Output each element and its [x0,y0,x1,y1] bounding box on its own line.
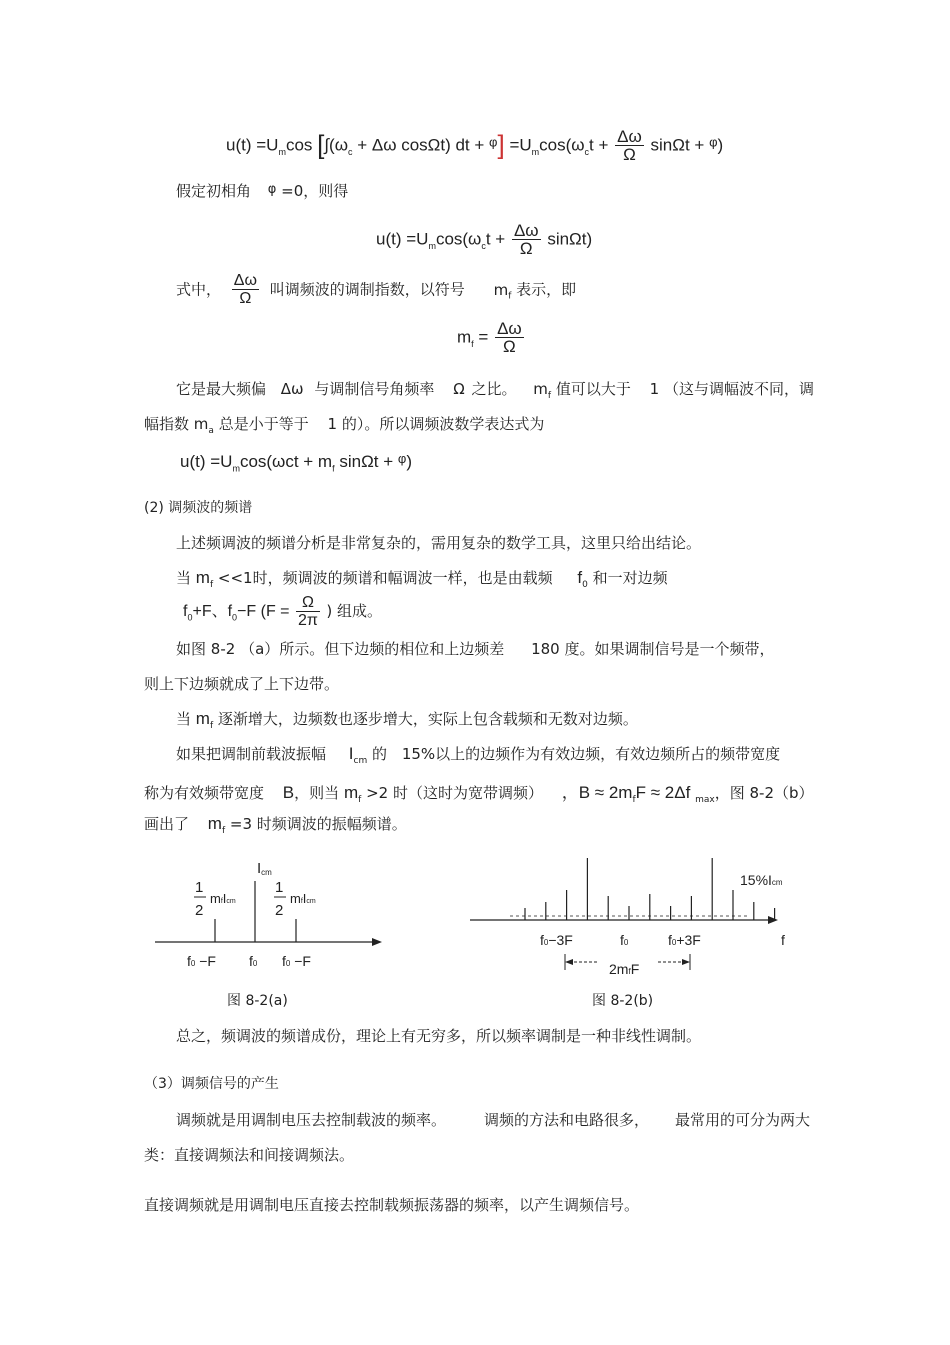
paragraph-modulation-index: 式中， $\frac{\Delta\omega}{\Omega}$ 叫调频波的调制指数，以符号 $m_f$ 表示，即 [176,272,577,307]
paragraph-fig-a-ref: 如图 8-2 （a）所示。但下边频的相位和上边频差 180 度。如果调制信号是一个频带， [176,640,775,658]
svg-text:mfIcm: mfIcm [210,891,236,906]
fig-b-bandwidth-indicator [565,954,690,977]
paragraph-ratio-line-2: 幅指数 $m_a$ 总是小于等于 1 的）。所以调频波数学表达式为 [144,415,545,436]
paragraph-sidebands: $f_0+F$、$f_0-F$ (F = $\frac{\Omega}{2\pi}$ ) 组成。 [183,594,382,629]
equation-fm-expansion: $u(t) =U_m\cos$ [$\int(\omega_c + \Delta\omega$ cosΩt) dt + $^\varphi] =U_m\cos(\omega_ct$ + $\frac{\Delta\omega}{\Omega}$ sinΩt + $^\varphi$) [226,127,724,164]
paragraph-effective-band-3: 画出了 $m_f =3$ 时频调波的振幅频谱。 [144,814,407,836]
paragraph-effective-band-2: 称为有效频带宽度 B，则当 $m_f >2$ 时（这时为宽带调频） ，$B \approx 2m_fF \approx 2\Delta f$ $_{max}$，图 8-2（b） [144,783,814,805]
paragraph-ratio-line-1: 它是最大频偏 Δω 与调制信号角频率 Ω 之比。 $m_f$ 值可以大于 1 （这与调幅波不同，调 [176,380,814,401]
figure-8-2a [150,855,390,985]
fig-a-tick-lower: f0 −F [187,953,216,969]
fig-b-axis-label: f [781,932,785,948]
fig-b-tick-carrier: f0 [620,932,629,948]
paragraph-generation-3: 直接调频就是用调制电压直接去控制载频振荡器的频率，以产生调频信号。 [144,1196,640,1214]
paragraph-generation-2: 类：直接调频法和间接调频法。 [144,1146,355,1164]
paragraph-assume-phase: 假定初相角 φ =0，则得 [176,182,349,200]
equation-fm-phase-zero: $u(t) =U_m\cos(\omega_ct$ + $\frac{\Delta\omega}{\Omega}$ sinΩt) [376,221,593,258]
svg-text:2: 2 [195,902,204,919]
equation-mf-definition: $m_f$ = $\frac{\Delta\omega}{\Omega}$ [457,319,522,356]
fig-b-tick-upper: f0+3F [668,932,701,948]
figure-8-2b [465,850,805,985]
svg-text:2mfF: 2mfF [609,961,640,977]
svg-text:1: 1 [275,879,284,896]
section-heading-generation: （3）调频信号的产生 [144,1076,279,1092]
fig-b-caption: 图 8-2(b) [592,993,654,1009]
fig-a-tick-carrier: f0 [249,953,258,969]
fig-a-label-lower [194,879,236,919]
fig-b-tick-lower: f0−3F [540,932,573,948]
paragraph-narrowband: 当 $m_f <<1$时，频调波的频谱和幅调波一样，也是由载频 $f_0$ 和一对边频 [176,568,668,590]
fig-a-label-icm: Icm [257,860,272,877]
fig-b-threshold-label: 15%Icm [740,872,783,888]
paragraph-spectrum-intro: 上述频调波的频谱分析是非常复杂的，需用复杂的数学工具，这里只给出结论。 [176,534,702,552]
fig-a-tick-upper: f0 −F [282,953,311,969]
paragraph-effective-band-1: 如果把调制前载波振幅 $I_{cm}$ 的 15%以上的边频作为有效边频，有效边频所占的频带宽度 [176,744,781,766]
paragraph-increase-mf: 当 $m_f$ 逐渐增大，边频数也逐步增大，实际上包含载频和无数对边频。 [176,709,638,731]
svg-text:2: 2 [275,902,284,919]
paragraph-summary: 总之，频调波的频谱成份，理论上有无穷多，所以频率调制是一种非线性调制。 [176,1027,702,1045]
paragraph-generation-1: 调频就是用调制电压去控制载波的频率。 调频的方法和电路很多， 最常用的可分为两大 [176,1111,811,1129]
paragraph-sideband-bands: 则上下边频就成了上下边带。 [144,675,340,693]
svg-text:mfIcm: mfIcm [290,891,316,906]
section-heading-spectrum: (2) 调频波的频谱 [144,500,253,516]
fig-a-label-upper [274,879,316,919]
fig-b-axis [470,916,778,924]
fig-a-caption: 图 8-2(a) [227,993,288,1009]
equation-fm-wave: $u(t) =U_m\cos(\omega ct + m_f$ sinΩt + $^\varphi$) [180,451,412,474]
fig-a-axis [155,938,382,946]
svg-text:1: 1 [195,879,204,896]
